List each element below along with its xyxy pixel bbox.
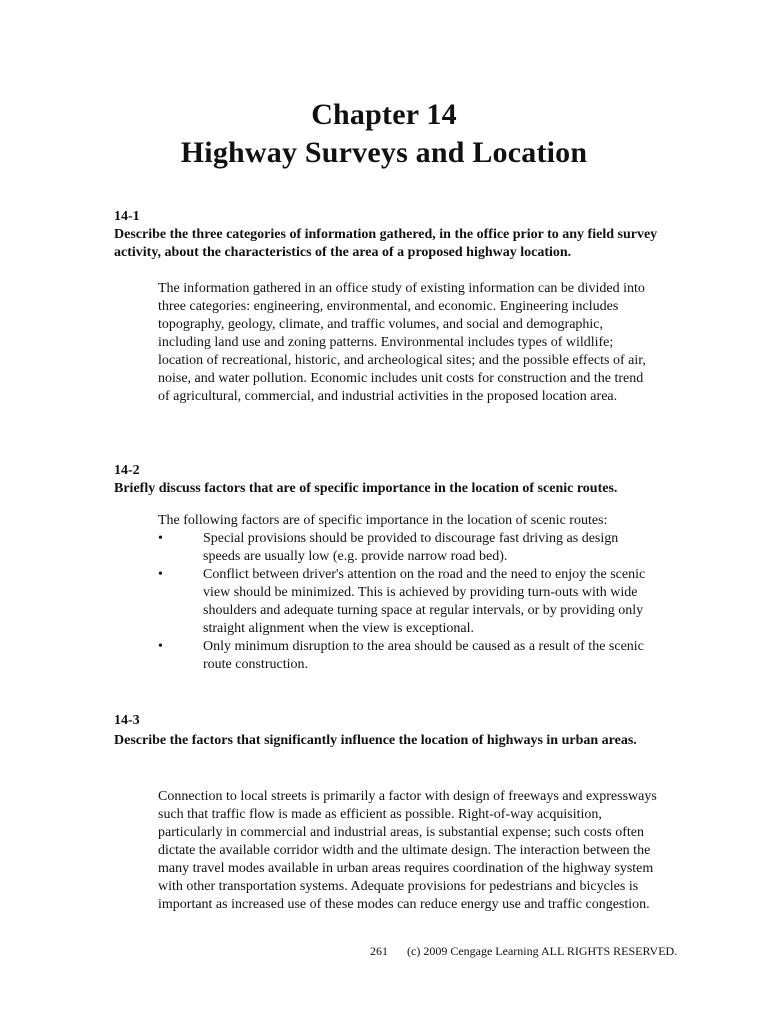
list-item [158, 566, 658, 638]
question-text: Describe the three categories of information gathered, in the office prior to any field survey activity, about the characteristics of the area of a proposed highway location. [114, 227, 658, 260]
question-number: 14-3 [114, 713, 140, 728]
copyright-notice: (c) 2009 Cengage Learning ALL RIGHTS RESERVED. [407, 944, 678, 958]
page-number: 261 [370, 944, 388, 958]
question-text: Briefly discuss factors that are of specific importance in the location of scenic routes. [114, 481, 618, 496]
answer-text [158, 280, 658, 406]
question-number: 14-2 [114, 463, 140, 478]
bullet-text: Only minimum disruption to the area should be caused as a result of the scenic route construction. [203, 639, 644, 672]
bullet-icon: • [158, 531, 163, 546]
answer-paragraph: The information gathered in an office study of existing information can be divided into three categories: engineering, environmental, and economic. Engineering includes topography, geology, climate, and traffic volumes, and social and demographic, including land use and zoning patterns. Environmental includes types of wildlife; location of recreational, historic, and archeological sites; and the possible effects of air, noise, and water pollution. Economic includes unit costs for construction and the trend of agricultural, commercial, and industrial activities in the proposed location area. [158, 281, 646, 404]
page-footer [370, 944, 677, 958]
question-text: Describe the factors that significantly influence the location of highways in urban areas. [114, 733, 637, 748]
bullet-icon: • [158, 639, 163, 654]
answer-intro: The following factors are of specific importance in the location of scenic routes: [158, 513, 608, 528]
bullet-text: Conflict between driver's attention on the road and the need to enjoy the scenic view should be minimized. This is achieved by providing turn-outs with wide shoulders and adequate turning space at regular intervals, or by providing only straight alignment when the view is exceptional. [203, 567, 646, 636]
question-number: 14-1 [114, 209, 140, 224]
bullet-list [158, 530, 658, 674]
chapter-title: Highway Surveys and Location [180, 136, 588, 169]
bullet-text: Special provisions should be provided to discourage fast driving as design speeds are usually low (e.g. provide narrow road bed). [203, 531, 619, 564]
chapter-number: Chapter 14 [311, 98, 457, 131]
list-item [158, 638, 658, 674]
bullet-icon: • [158, 567, 163, 582]
answer-text [158, 788, 658, 914]
answer-paragraph: Connection to local streets is primarily a factor with design of freeways and expressways such that traffic flow is made as efficient as possible. Right-of-way acquisition, particularly in commercial and industrial areas, is substantial expense; such costs often dictate the available corridor width and the ultimate design. The interaction between the many travel modes available in urban areas requires coordination of the highway system with other transportation systems. Adequate provisions for pedestrians and bicycles is important as increased use of these modes can reduce energy use and traffic congestion. [158, 789, 657, 912]
list-item [158, 530, 658, 566]
answer-text [158, 512, 658, 674]
